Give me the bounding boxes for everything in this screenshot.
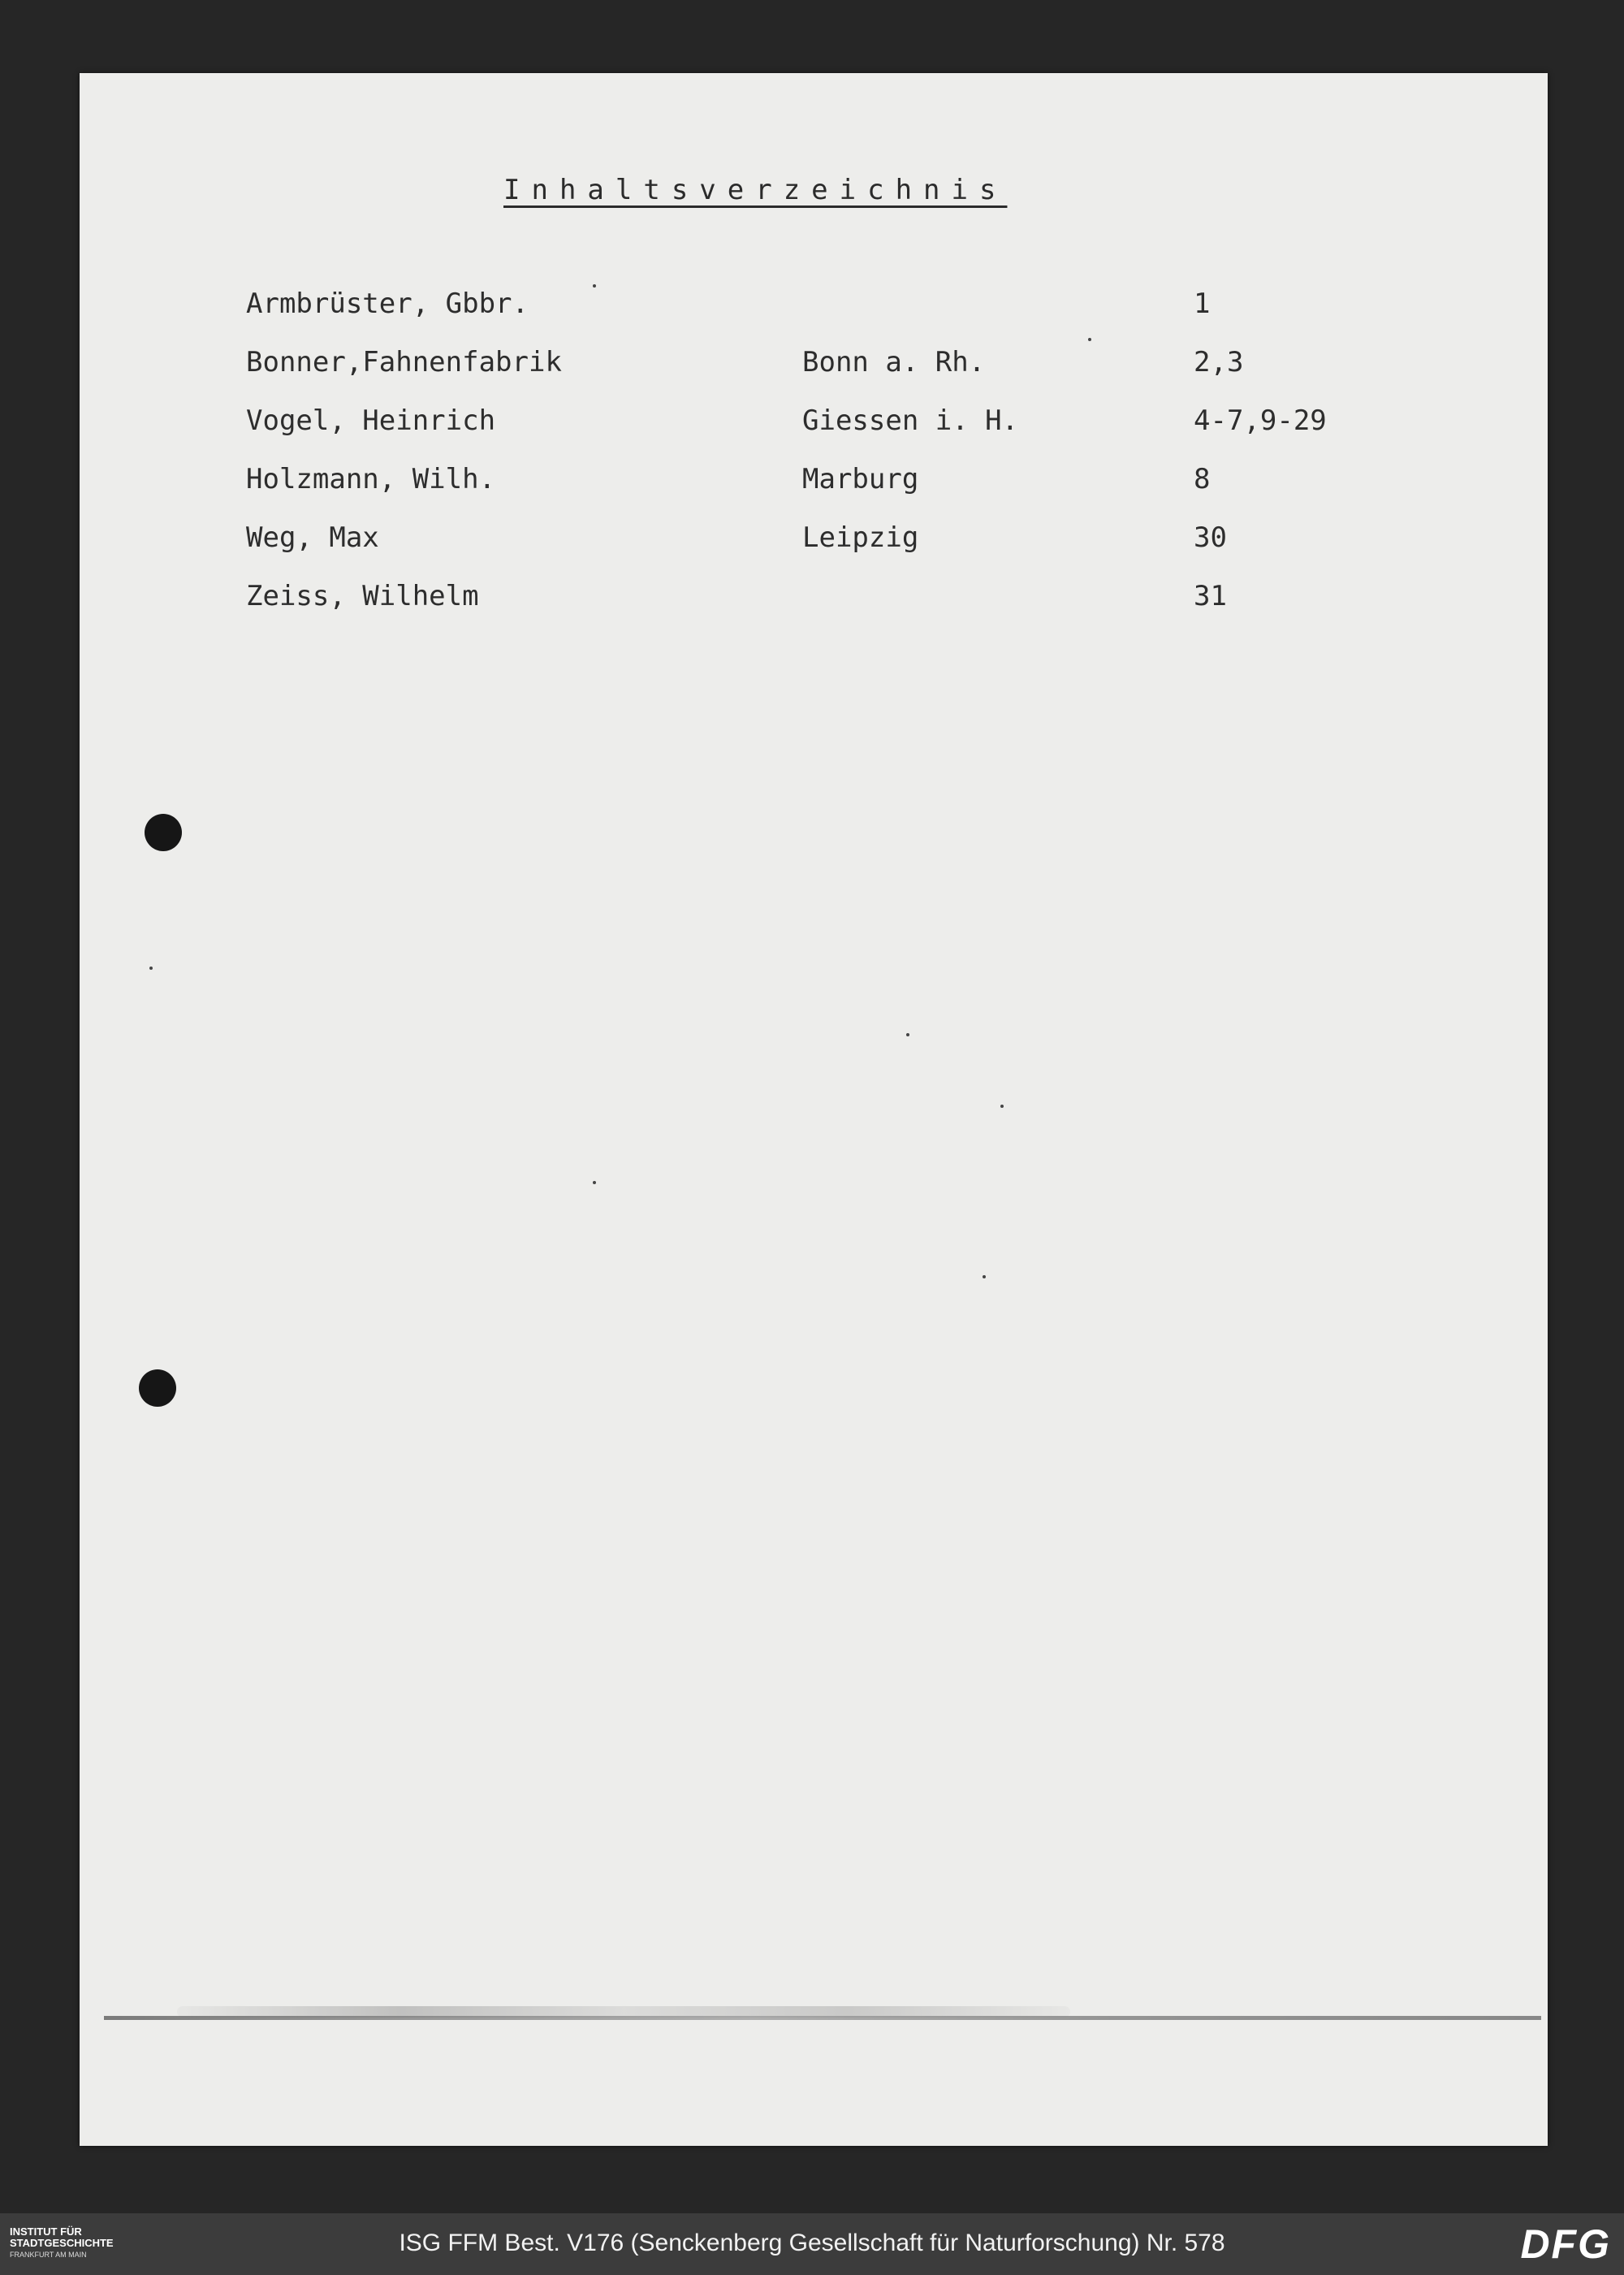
fold-line [104, 2016, 1541, 2020]
institution-name-line: INSTITUT FÜR [10, 2225, 82, 2238]
entry-name: Weg, Max [246, 521, 379, 554]
entry-pages: 30 [1194, 521, 1227, 554]
entry-name: Armbrüster, Gbbr. [246, 288, 529, 320]
paper-speck [906, 1033, 909, 1036]
entry-pages: 2,3 [1194, 346, 1244, 378]
punch-hole [145, 814, 182, 851]
institution-city-line: FRANKFURT AM MAIN [10, 2251, 87, 2259]
entry-pages: 4-7,9-29 [1194, 404, 1327, 437]
paper-speck [1088, 338, 1091, 341]
document-page [80, 73, 1548, 2146]
entry-place: Leipzig [802, 521, 919, 554]
document-title: Inhaltsverzeichnis [503, 174, 1008, 206]
toc-entry [80, 346, 1548, 387]
paper-speck [1000, 1105, 1004, 1108]
entry-name: Bonner,Fahnenfabrik [246, 346, 562, 378]
archive-footer [0, 2213, 1624, 2275]
paper-speck [149, 967, 153, 970]
toc-entry [80, 404, 1548, 445]
entry-place: Bonn a. Rh. [802, 346, 986, 378]
entry-name: Zeiss, Wilhelm [246, 580, 479, 612]
toc-entry [80, 463, 1548, 504]
entry-pages: 1 [1194, 288, 1211, 320]
entry-pages: 8 [1194, 463, 1211, 495]
punch-hole [139, 1369, 176, 1407]
toc-entry [80, 580, 1548, 621]
entry-place: Marburg [802, 463, 919, 495]
institution-name-line: STADTGESCHICHTE [10, 2237, 114, 2249]
entry-name: Holzmann, Wilh. [246, 463, 496, 495]
entry-pages: 31 [1194, 580, 1227, 612]
entry-place: Giessen i. H. [802, 404, 1019, 437]
entry-name: Vogel, Heinrich [246, 404, 496, 437]
toc-entry [80, 521, 1548, 562]
paper-speck [983, 1275, 986, 1278]
paper-speck [593, 284, 596, 288]
dfg-logo: DFG [1520, 2221, 1611, 2267]
toc-entry [80, 288, 1548, 328]
archive-caption: ISG FFM Best. V176 (Senckenberg Gesellschaft für Naturforschung) Nr. 578 [399, 2230, 1225, 2256]
paper-speck [593, 1181, 596, 1184]
